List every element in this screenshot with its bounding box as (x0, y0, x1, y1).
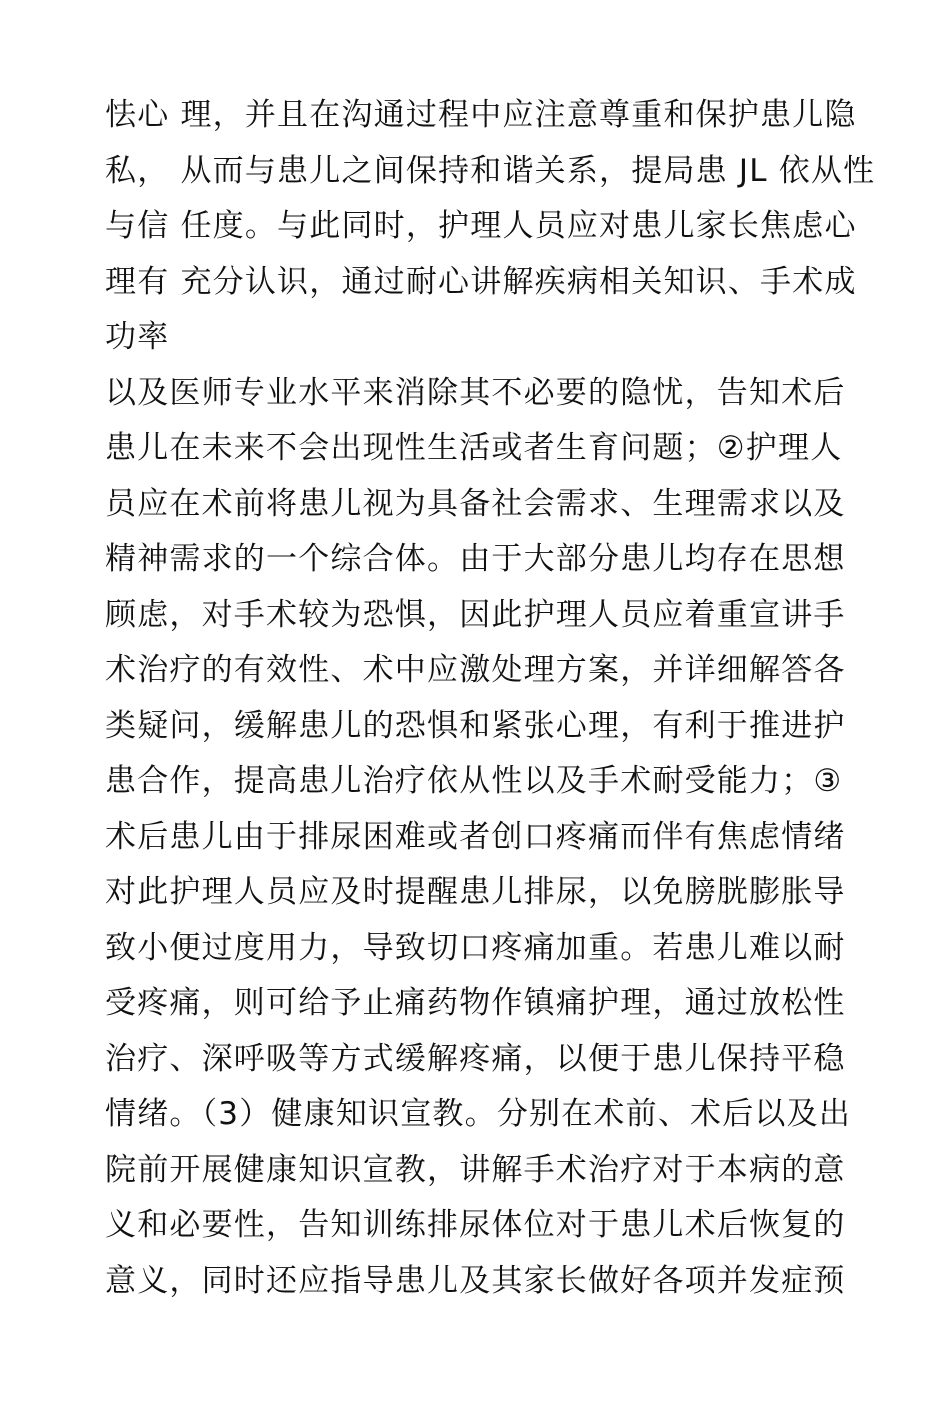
text-line: 以及医师专业水平来消除其不必要的隐忧，告知术后 (105, 374, 846, 411)
text-line: 意义，同时还应指导患儿及其家长做好各项并发症预 (105, 1262, 846, 1299)
text-line: 对此护理人员应及时提醒患儿排尿，以免膀胱膨胀导 (105, 874, 846, 910)
text-line: 私， 从而与患儿之间保持和谐关系，提局患 JL 依从性 (105, 152, 876, 189)
text-line: 患儿在未来不会出现性生活或者生育问题；②护理人 (105, 430, 843, 466)
text-line: 院前开展健康知识宣教，讲解手术治疗对于本病的意 (105, 1151, 846, 1188)
text-line: 精神需求的一个综合体。由于大部分患儿均存在思想 (105, 541, 846, 577)
text-line: 情绪。（3）健康知识宣教。分别在术前、术后以及出 (105, 1096, 852, 1132)
text-line: 术后患儿由于排尿困难或者创口疼痛而伴有焦虑情绪 (105, 818, 846, 855)
text-line: 功率 (105, 319, 170, 355)
text-line: 类疑问，缓解患儿的恐惧和紧张心理，有利于推进护 (105, 707, 846, 744)
text-line: 受疼痛，则可给予止痛药物作镇痛护理，通过放松性 (105, 985, 846, 1021)
text-line: 术治疗的有效性、术中应激处理方案，并详细解答各 (105, 652, 846, 688)
text-line: 与信 任度。与此同时，护理人员应对患儿家长焦虑心 (105, 208, 857, 244)
text-line: 怯心 理，并且在沟通过程中应注意尊重和保护患儿隐 (105, 97, 857, 133)
text-line: 义和必要性，告知训练排尿体位对于患儿术后恢复的 (105, 1207, 846, 1243)
document-page (105, 88, 876, 1309)
text-line: 员应在术前将患儿视为具备社会需求、生理需求以及 (105, 485, 846, 522)
text-line: 治疗、深呼吸等方式缓解疼痛，以便于患儿保持平稳 (105, 1040, 846, 1077)
text-line: 患合作，提高患儿治疗依从性以及手术耐受能力；③ (105, 763, 843, 799)
text-line: 顾虑，对手术较为恐惧，因此护理人员应着重宣讲手 (105, 596, 846, 633)
text-line: 理有 充分认识，通过耐心讲解疾病相关知识、手术成 (105, 263, 857, 300)
text-line: 致小便过度用力，导致切口疼痛加重。若患儿难以耐 (105, 929, 846, 966)
